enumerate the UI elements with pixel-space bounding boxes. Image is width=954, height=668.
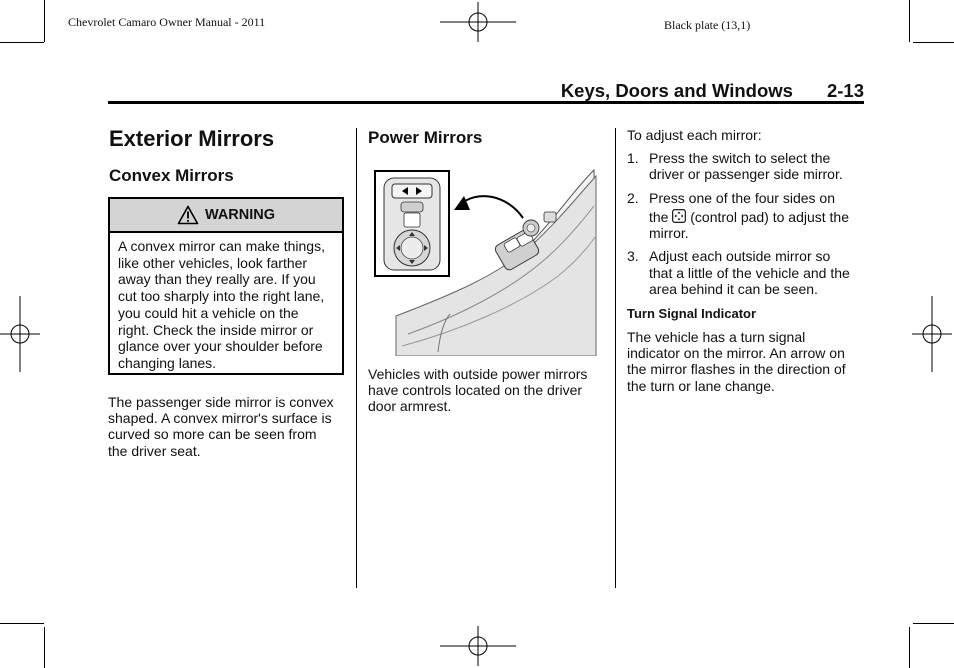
- text-fragment: (control pad) to adjust the: [690, 208, 850, 225]
- turn-signal-paragraph: [627, 329, 867, 394]
- page-heading: Exterior Mirrors: [109, 126, 275, 151]
- text-line: door armrest.: [368, 398, 452, 415]
- header-rule: [108, 101, 864, 104]
- convex-mirror-paragraph: [108, 394, 348, 459]
- step-number: 2.: [627, 189, 639, 206]
- text-line: curved so more can be seen from: [108, 426, 317, 443]
- column-divider-1: [356, 128, 357, 588]
- column-divider-2: [615, 128, 616, 588]
- text-line: indicator on the mirror. An arrow on: [627, 345, 845, 362]
- list-item: [627, 190, 867, 242]
- text-line: cut too sharply into the right lane,: [118, 288, 325, 305]
- text-line: have controls located on the driver: [368, 382, 583, 399]
- text-line: Press the switch to select the: [649, 150, 831, 166]
- step-number: 1.: [627, 150, 639, 166]
- warning-header: [110, 199, 342, 233]
- text-line: the mirror flashes in the direction of: [627, 361, 846, 378]
- section-title: Keys, Doors and Windows: [560, 80, 793, 101]
- text-line: glance over your shoulder before: [118, 338, 323, 355]
- turn-signal-heading: Turn Signal Indicator: [627, 306, 757, 321]
- registration-mark-left: [0, 296, 40, 372]
- warning-icon: [177, 205, 199, 225]
- warning-text: [110, 233, 342, 377]
- text-line: away than they really are. If you: [118, 271, 316, 288]
- text-line: like other vehicles, look farther: [118, 254, 308, 271]
- section-header: [561, 80, 864, 102]
- text-line: The vehicle has a turn signal: [627, 329, 806, 345]
- text-line: The passenger side mirror is convex: [108, 394, 334, 410]
- list-item: [627, 150, 867, 183]
- convex-mirrors-heading: Convex Mirrors: [109, 166, 234, 185]
- registration-mark-top: [440, 2, 516, 42]
- registration-mark-bottom: [440, 626, 516, 666]
- text-line: changing lanes.: [118, 354, 217, 371]
- list-item: [627, 248, 867, 297]
- text-line: mirror.: [649, 225, 689, 242]
- text-line: [649, 209, 867, 225]
- adjust-intro: To adjust each mirror:: [627, 127, 762, 143]
- registration-mark-right: [912, 296, 952, 372]
- mirror-control-illustration: [368, 166, 600, 356]
- text-line: shaped. A convex mirror's surface is: [108, 410, 332, 427]
- control-pad-icon: [672, 209, 686, 223]
- adjust-steps-list: [627, 150, 867, 297]
- text-line: that a little of the vehicle and the: [649, 264, 850, 281]
- text-line: A convex mirror can make things,: [118, 238, 325, 254]
- text-line: the driver seat.: [108, 442, 201, 459]
- text-line: Adjust each outside mirror so: [649, 248, 831, 265]
- document-title: Chevrolet Camaro Owner Manual - 2011: [68, 15, 266, 29]
- text-fragment: the: [649, 208, 669, 225]
- step-number: 3.: [627, 248, 639, 265]
- plate-label: Black plate (13,1): [664, 18, 751, 32]
- power-mirrors-heading: Power Mirrors: [368, 128, 483, 147]
- warning-box: [108, 197, 344, 375]
- text-line: area behind it can be seen.: [649, 281, 818, 298]
- page-number: 2-13: [826, 80, 864, 101]
- text-line: Vehicles with outside power mirrors: [368, 366, 588, 382]
- text-line: driver or passenger side mirror.: [649, 166, 843, 183]
- text-line: right. Check the inside mirror or: [118, 321, 314, 338]
- text-line: the turn or lane change.: [627, 377, 775, 394]
- text-line: Press one of the four sides on: [649, 189, 835, 206]
- warning-title: WARNING: [204, 207, 276, 223]
- text-line: you could hit a vehicle on the: [118, 304, 299, 321]
- power-mirrors-paragraph: [368, 366, 608, 415]
